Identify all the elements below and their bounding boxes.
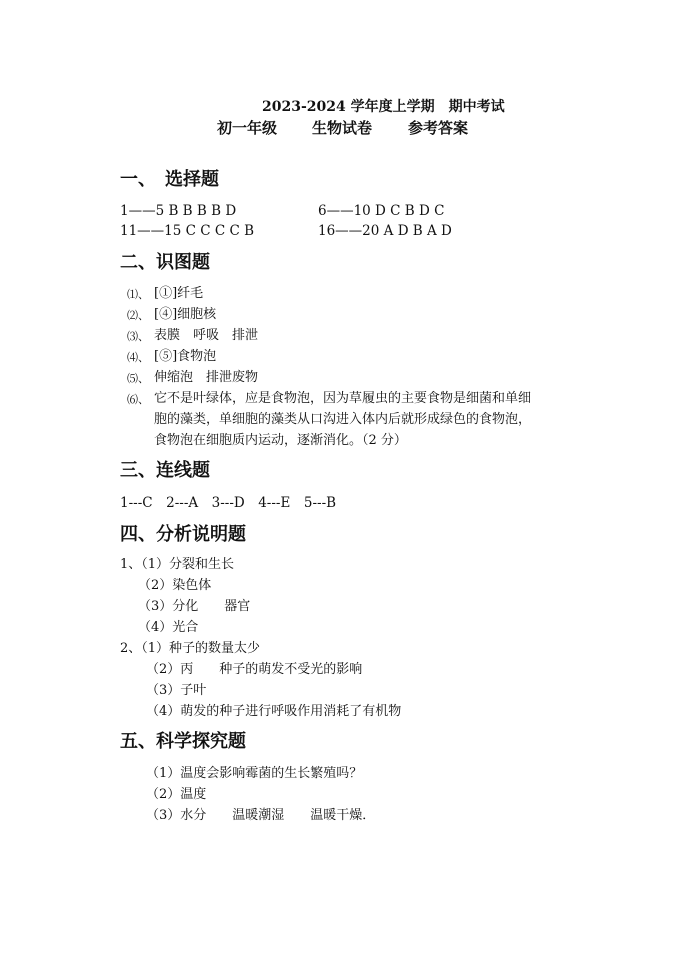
diagram-answer-5: 伸缩泡 排泄废物: [154, 370, 259, 385]
doc-type-label: 参考答案: [408, 119, 469, 137]
item-number: ⑴、: [127, 288, 149, 301]
item-number: ⑷、: [127, 351, 149, 364]
analysis-q2-answer: （3）子叶: [146, 683, 207, 698]
section-heading-matching: 三、连线题: [120, 460, 210, 481]
inquiry-answer: （3）水分 温暖潮湿 温暖干燥．: [146, 808, 376, 823]
item-number: ⑵、: [127, 309, 149, 322]
diagram-answer-1: [①]纤毛: [154, 286, 204, 301]
item-number: ⑹、: [127, 393, 149, 406]
diagram-answer-2: [④]细胞核: [154, 307, 217, 322]
analysis-q2-answer: （2）丙 种子的萌发不受光的影响: [146, 662, 363, 677]
diagram-answer-6: 它不是叶绿体，应是食物泡，因为草履虫的主要食物是细菌和单细: [154, 391, 532, 406]
item-number: ⑸、: [127, 372, 149, 385]
choice-answers-6-10: 6——10 D C B D C: [318, 203, 445, 219]
section-heading-diagram: 二、识图题: [120, 252, 210, 273]
section-heading-analysis: 四、分析说明题: [120, 524, 246, 545]
choice-answers-1-5: 1——5 B B B B D: [120, 203, 237, 219]
inquiry-answer: （2）温度: [146, 787, 207, 802]
matching-answers: 1---C 2---A 3---D 4---E 5---B: [120, 495, 337, 511]
section-heading-inquiry: 五、科学探究题: [120, 731, 246, 752]
diagram-answer-6-cont: 胞的藻类，单细胞的藻类从口沟进入体内后就形成绿色的食物泡，: [154, 412, 532, 427]
section-heading-choice: 一、 选择题: [120, 169, 219, 190]
diagram-answer-4: [⑤]食物泡: [154, 349, 217, 364]
item-number: ⑶、: [127, 330, 149, 343]
analysis-q1-answer: 1、（1）分裂和生长: [120, 557, 235, 572]
choice-answers-11-15: 11——15 C C C C B: [120, 223, 255, 239]
analysis-q2-answer: 2、（1）种子的数量太少: [120, 641, 261, 656]
analysis-q1-answer: （4）光合: [138, 620, 199, 635]
exam-title: 2023-2024 学年度上学期 期中考试: [262, 99, 505, 115]
diagram-answer-3: 表膜 呼吸 排泄: [154, 328, 259, 343]
choice-answers-16-20: 16——20 A D B A D: [318, 223, 452, 239]
grade-label: 初一年级: [217, 119, 278, 137]
inquiry-answer: （1）温度会影响霉菌的生长繁殖吗？: [146, 766, 363, 781]
analysis-q1-answer: （2）染色体: [138, 578, 212, 593]
analysis-q2-answer: （4）萌发的种子进行呼吸作用消耗了有机物: [146, 704, 402, 719]
subject-label: 生物试卷: [312, 119, 373, 137]
analysis-q1-answer: （3）分化 器官: [138, 599, 251, 614]
diagram-answer-6-cont: 食物泡在细胞质内运动，逐渐消化。（2 分）: [154, 433, 407, 448]
